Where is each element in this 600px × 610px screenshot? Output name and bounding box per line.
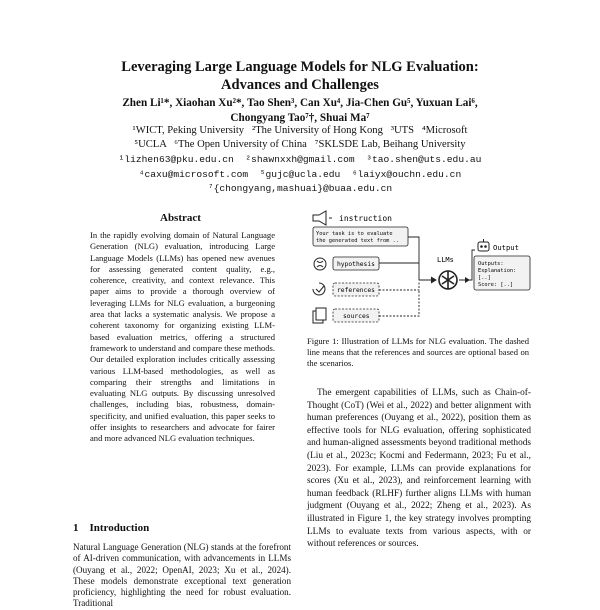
abstract-text: In the rapidly evolving domain of Natural Language Generation (NLG) evaluation, introducing Large Language Models (LLMs) has opened new avenues for assessing generated content quality, e.g., coherence, creativity, and context relevance. This paper aims to provide a thorough overview of leveraging LLMs for NLG evaluation, a burgeoning area that lacks a systematic analysis. We propose a coherent taxonomy for organizing existing LLM-based evaluation metrics, offering a structured framework to understand and compare these methods. Our detailed exploration includes critically assessing various LLM-based methodologies, as well as comparing their strengths and limitations in evaluating NLG outputs. By discussing unresolved challenges, including bias, robustness, domain-specificity, and unified evaluation, this paper seeks to offer insights to researchers and advocate for fairer and more advanced NLG evaluation techniques. [90,230,275,444]
output-line-1: Outputs: [478,261,504,267]
author-list [0,96,600,126]
affiliations [0,124,600,152]
right-column-body [307,387,531,551]
brain-icon [314,258,326,270]
instruction-text-1: Your task is to evaluate [316,231,393,237]
emails-line-2: ⁴caxu@microsoft.com ⁵gujc@ucla.edu ⁶laiyx@ouchn.edu.cn [138,168,462,180]
output-arrowhead [465,277,470,283]
connector-lines [379,237,436,316]
robot-icon [478,239,489,251]
check-icon [313,283,325,295]
output-line-4: Score: [..] [478,282,514,288]
title-line-2: Advances and Challenges [221,77,379,93]
output-connector [459,250,475,280]
instruction-text-2: the generated text from .. [316,238,399,244]
emails-line-3: ⁷{chongyang,mashuai}@buaa.edu.cn [207,183,393,194]
paper-title [0,58,600,94]
figure-1 [307,210,532,335]
section-number: 1 [73,522,79,534]
affiliations-line-2: ⁵UCLA ⁶The Open University of China ⁷SKLSDE Lab, Beihang University [134,139,466,150]
references-label: references [337,287,375,294]
emails [0,153,600,197]
emails-line-1: ¹lizhen63@pku.edu.cn ²shawnxxh@gmail.com ³tao.shen@uts.edu.au [118,154,482,165]
introduction-text: Natural Language Generation (NLG) stands at the forefront of AI-driven communication, with advancements in LLMs (Ouyang et al., 2022; OpenAI, 2023; Xu et al., 2024). These models demonstrate exceptional text generation proficiency, highlighting the need for robust evaluation. Traditional [73,542,291,609]
documents-icon [313,308,326,323]
sources-label: sources [343,313,370,320]
output-line-2: Explanation: [478,268,517,274]
abstract-heading: Abstract [160,212,201,224]
llms-label: LLMs [437,256,454,264]
figure-caption: Figure 1: Illustration of LLMs for NLG evaluation. The dashed line means that the references and sources are optional based on the scenarios. [307,336,529,368]
introduction-heading [73,522,160,534]
section-title: Introduction [89,522,150,534]
output-line-3: [..] [478,275,491,281]
authors-line-2: Chongyang Tao⁷†, Shuai Ma⁷ [230,112,370,124]
affiliations-line-1: ¹WICT, Peking University ²The University of Hong Kong ³UTS ⁴Microsoft [132,125,468,136]
hypothesis-label: hypothesis [337,261,375,268]
authors-line-1: Zhen Li¹*, Xiaohan Xu²*, Tao Shen³, Can Xu⁴, Jia-Chen Gu⁵, Yuxuan Lai⁶, [122,97,478,109]
megaphone-icon [313,211,332,225]
output-label: Output [493,243,519,252]
llm-logo-icon [439,271,457,289]
instruction-label: instruction [339,214,392,223]
paragraph-1: The emergent capabilities of LLMs, such as Chain-of-Thought (CoT) (Wei et al., 2022) and better alignment with human preferences (Ouyang et al., 2022), position them as effective tools for NLG evaluation, offering sophisticated and human-aligned assessments beyond traditional methods (Liu et al., 2023c; Kocmi and Federmann, 2023; Fu et al., 2023). For example, LLMs can provide explanations for scores (Xu et al., 2023), and reinforcement learning with human feedback (RLHF) further aligns LLMs with human judgment (Ouyang et al., 2022; Zheng et al., 2023). As illustrated in Figure 1, the key strategy involves prompting LLMs to evaluate texts from various aspects, with or without references or sources. [307,388,531,550]
title-line-1: Leveraging Large Language Models for NLG Evaluation: [121,59,479,75]
